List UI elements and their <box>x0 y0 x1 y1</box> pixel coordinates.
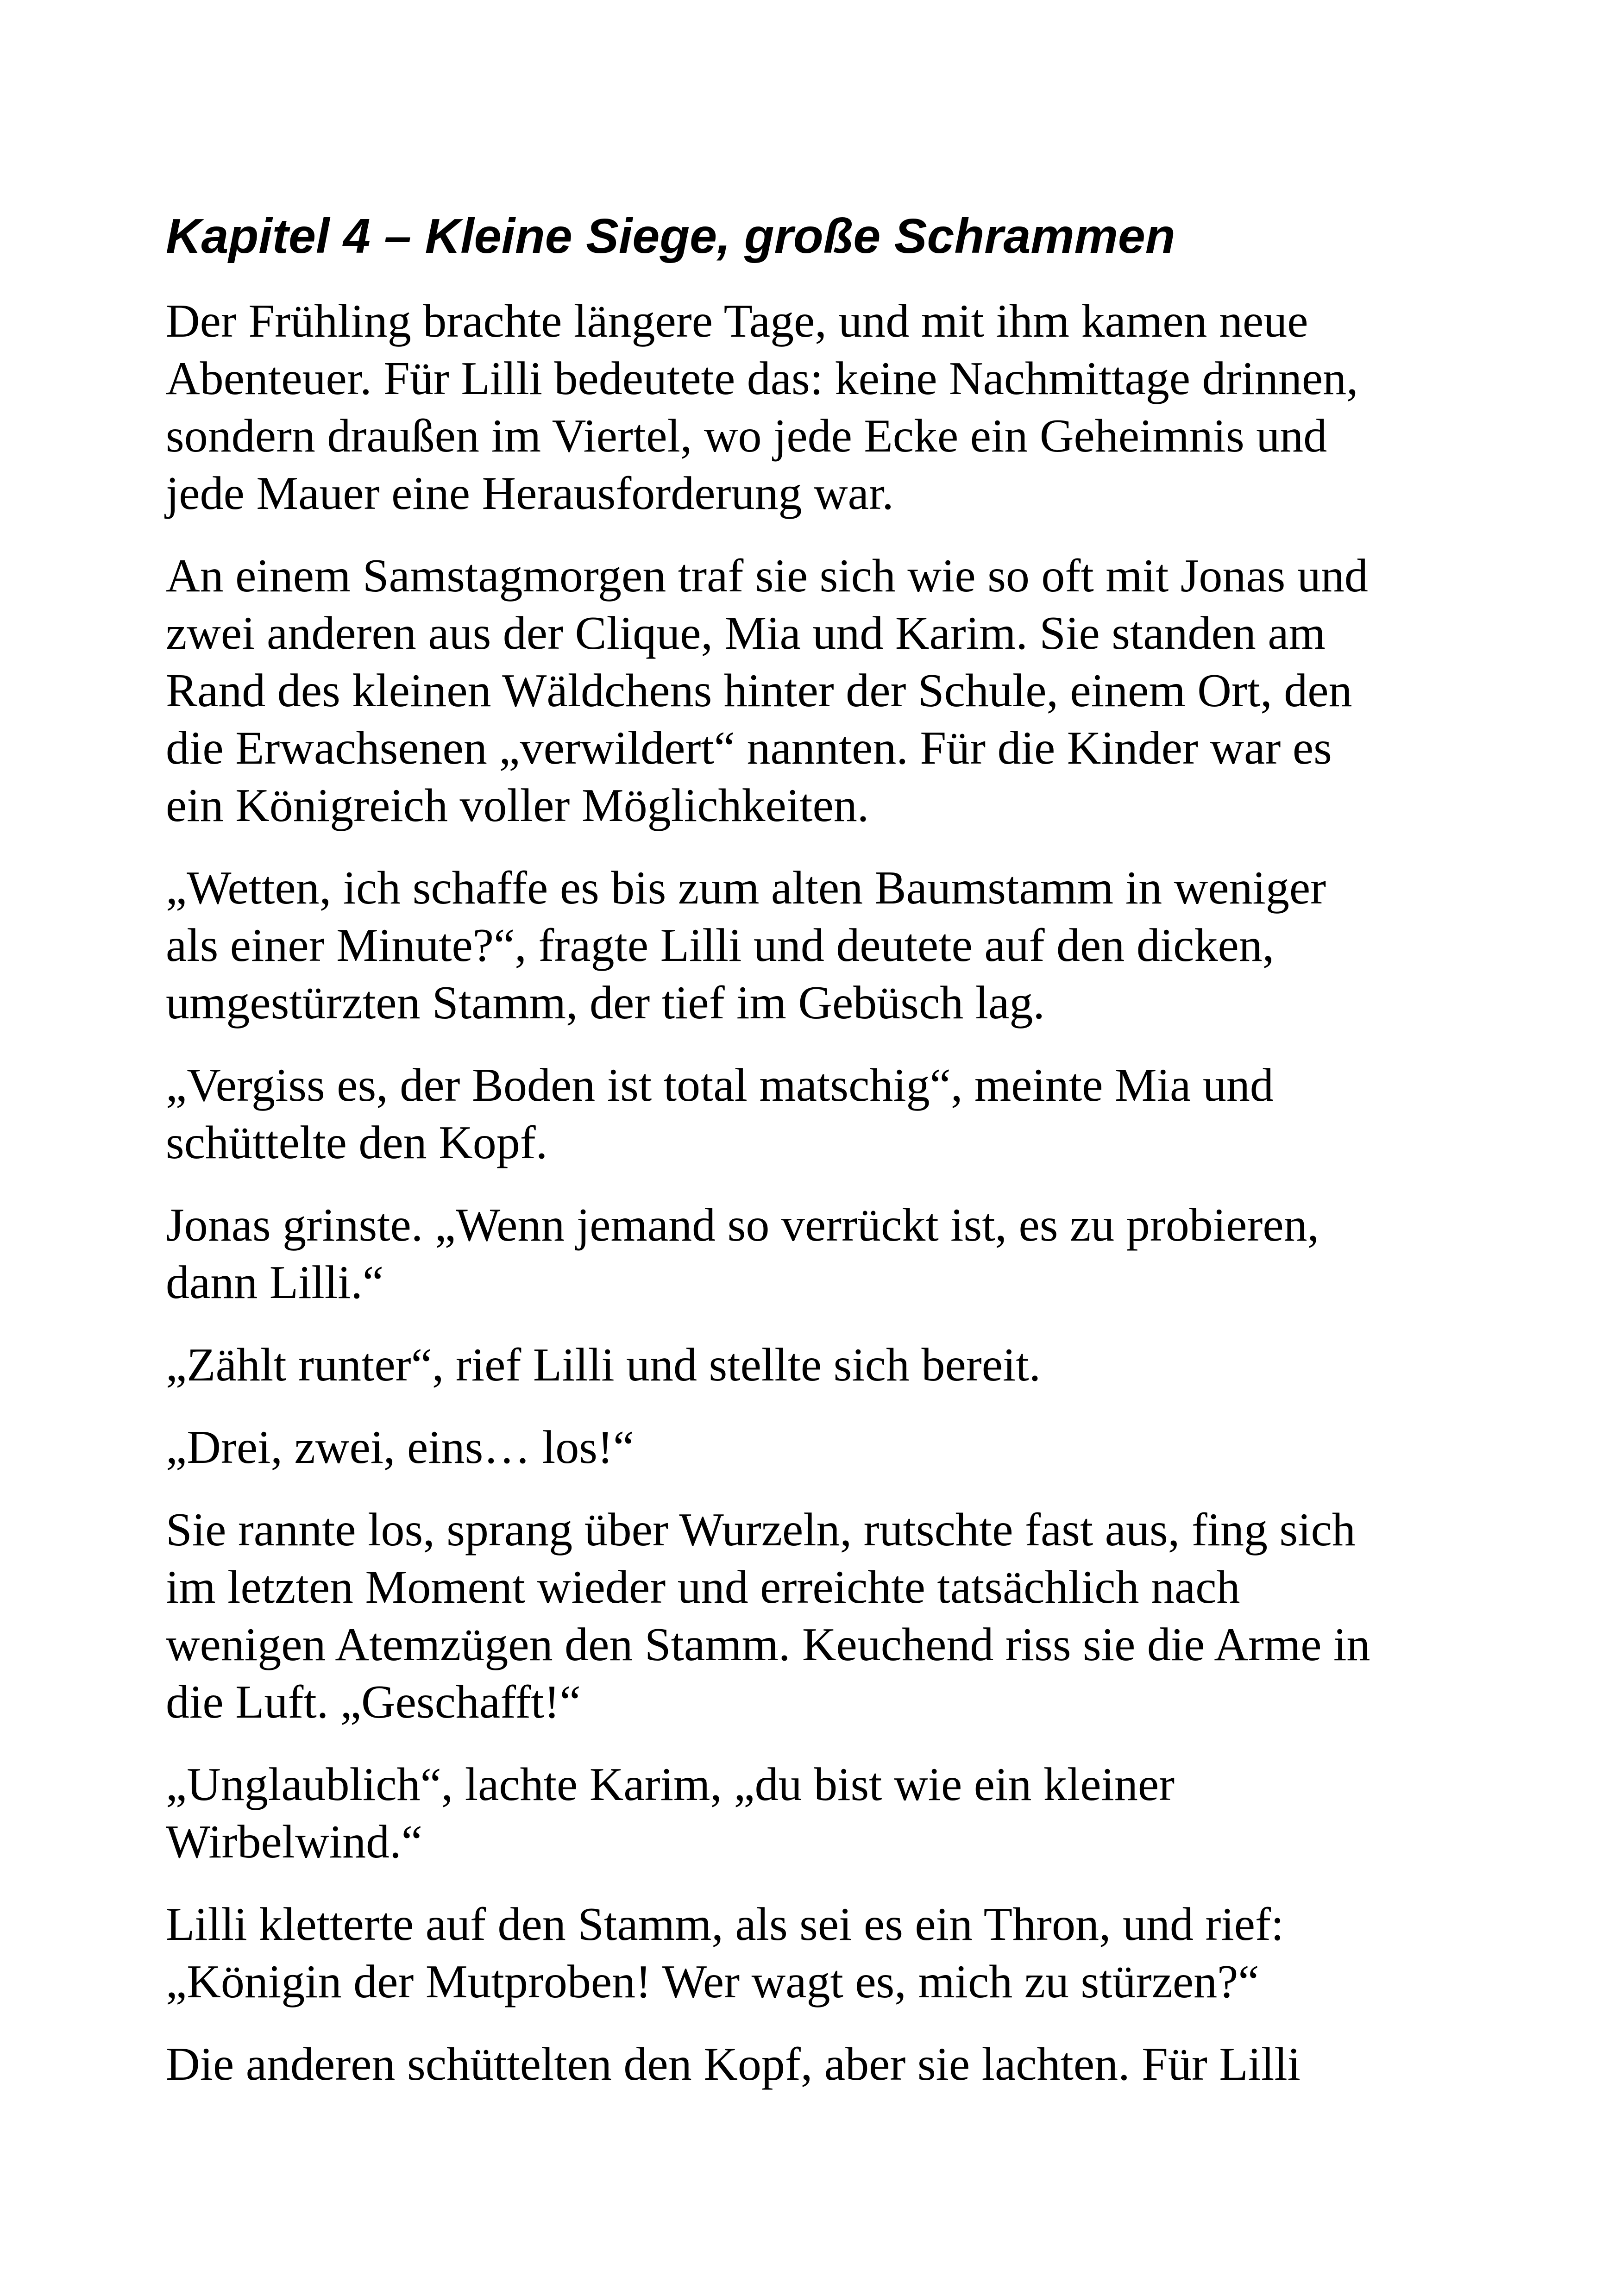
paragraph <box>166 2036 1463 2093</box>
text-line: „Zählt runter“, rief Lilli und stellte sich bereit. <box>166 1339 1041 1391</box>
body-text <box>166 293 1463 2093</box>
text-line: Abenteuer. Für Lilli bedeutete das: keine Nachmittage drinnen, <box>166 352 1358 405</box>
text-line: Rand des kleinen Wäldchens hinter der Schule, einem Ort, den <box>166 665 1352 717</box>
text-line: Sie rannte los, sprang über Wurzeln, rutschte fast aus, fing sich <box>166 1504 1356 1556</box>
text-line: ein Königreich voller Möglichkeiten. <box>166 779 869 832</box>
text-line: Der Frühling brachte längere Tage, und mit ihm kamen neue <box>166 295 1308 347</box>
text-line: „Königin der Mutproben! Wer wagt es, mich zu stürzen?“ <box>166 1956 1259 2008</box>
text-line: sondern draußen im Viertel, wo jede Ecke ein Geheimnis und <box>166 410 1327 462</box>
text-line: die Erwachsenen „verwildert“ nannten. Für die Kinder war es <box>166 722 1332 774</box>
paragraph <box>166 547 1463 834</box>
paragraph <box>166 1501 1463 1731</box>
text-line: An einem Samstagmorgen traf sie sich wie so oft mit Jonas und <box>166 550 1368 602</box>
text-line: Jonas grinste. „Wenn jemand so verrückt ist, es zu probieren, <box>166 1199 1319 1251</box>
paragraph <box>166 1896 1463 2011</box>
paragraph <box>166 859 1463 1032</box>
text-line: „Vergiss es, der Boden ist total matschig“, meinte Mia und <box>166 1059 1274 1111</box>
text-line: „Drei, zwei, eins… los!“ <box>166 1421 635 1474</box>
text-line: „Wetten, ich schaffe es bis zum alten Baumstamm in weniger <box>166 862 1326 914</box>
page-content <box>166 208 1463 2118</box>
text-line: als einer Minute?“, fragte Lilli und deutete auf den dicken, <box>166 919 1275 972</box>
paragraph <box>166 293 1463 522</box>
text-line: jede Mauer eine Herausforderung war. <box>166 467 894 520</box>
text-line: dann Lilli.“ <box>166 1256 384 1309</box>
text-line: Wirbelwind.“ <box>166 1816 422 1868</box>
paragraph <box>166 1336 1463 1394</box>
text-line: „Unglaublich“, lachte Karim, „du bist wie ein kleiner <box>166 1758 1175 1811</box>
text-line: Die anderen schüttelten den Kopf, aber sie lachten. Für Lilli <box>166 2038 1301 2090</box>
paragraph <box>166 1057 1463 1172</box>
text-line: die Luft. „Geschafft!“ <box>166 1676 581 1728</box>
paragraph <box>166 1756 1463 1871</box>
text-line: schüttelte den Kopf. <box>166 1117 548 1169</box>
paragraph <box>166 1197 1463 1311</box>
text-line: Lilli kletterte auf den Stamm, als sei es ein Thron, und rief: <box>166 1898 1284 1951</box>
text-line: wenigen Atemzügen den Stamm. Keuchend riss sie die Arme in <box>166 1618 1370 1671</box>
paragraph <box>166 1419 1463 1476</box>
text-line: im letzten Moment wieder und erreichte tatsächlich nach <box>166 1561 1240 1613</box>
text-line: zwei anderen aus der Clique, Mia und Karim. Sie standen am <box>166 607 1326 659</box>
text-line: umgestürzten Stamm, der tief im Gebüsch lag. <box>166 977 1045 1029</box>
chapter-title: Kapitel 4 – Kleine Siege, große Schrammen <box>166 209 1175 263</box>
